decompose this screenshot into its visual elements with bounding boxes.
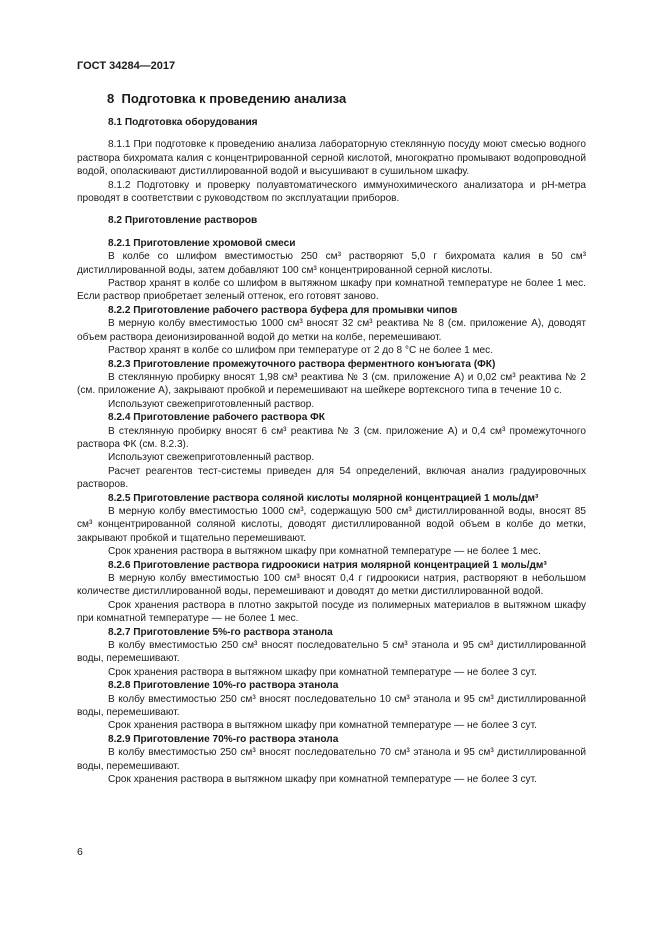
body-paragraph: В колбу вместимостью 250 см³ вносят последовательно 5 см³ этанола и 95 см³ дистиллированной воды, перемешивают. xyxy=(77,640,586,665)
body-paragraph: 8.1.2 Подготовку и проверку полуавтоматического иммунохимического анализатора и рН-метра проводят в соответствии с руководством по эксплуатации приборов. xyxy=(77,179,586,205)
subsection-heading: 8.2 Приготовление растворов xyxy=(108,215,258,227)
subsection-heading: 8.2.5 Приготовление раствора соляной кислоты молярной концентрацией 1 моль/дм³ xyxy=(108,492,539,504)
body-paragraph: В мерную колбу вместимостью 100 см³ вносят 0,4 г гидроокиси натрия, растворяют в небольшом количестве дистиллированной воды, перемешивают и доводят до метки дистиллированной водой. xyxy=(77,573,586,598)
subsection-heading: 8.2.7 Приготовление 5%-го раствора этанола xyxy=(108,626,333,638)
document-body xyxy=(77,116,586,787)
subsection-heading: 8.1 Подготовка оборудования xyxy=(108,117,258,128)
subsection-heading: 8.2.9 Приготовление 70%-го раствора этанола xyxy=(108,733,339,745)
body-paragraph: Используют свежеприготовленный раствор. xyxy=(108,452,315,464)
body-paragraph: Раствор хранят в колбе со шлифом в вытяжном шкафу при комнатной температуре не более 1 мес. Если раствор приобретает зеленый оттенок, его готовят заново. xyxy=(77,278,586,303)
section-number: 8 xyxy=(107,91,115,106)
body-paragraph: Срок хранения раствора в плотно закрытой посуде из полимерных материалов в вытяжном шкафу при комнатной температуре — не более 1 мес. xyxy=(77,599,586,625)
body-paragraph: В колбу вместимостью 250 см³ вносят последовательно 70 см³ этанола и 95 см³ дистиллированной воды, перемешивают. xyxy=(77,747,586,772)
section-heading xyxy=(107,91,346,106)
subsection-heading: 8.2.4 Приготовление рабочего раствора ФК xyxy=(108,412,325,424)
body-paragraph: Срок хранения раствора в вытяжном шкафу при комнатной температуре — не более 3 сут. xyxy=(108,666,537,678)
subsection-heading: 8.2.1 Приготовление хромовой смеси xyxy=(108,237,296,249)
body-paragraph: Раствор хранят в колбе со шлифом при температуре от 2 до 8 °С не более 1 мес. xyxy=(108,345,494,357)
body-paragraph: В мерную колбу вместимостью 1000 см³, содержащую 500 см³ дистиллированной воды, вносят 85 см³ концентрированной соляной кислоты, доводят дистиллированной водой объем в колбе до метки, закрывают пробкой и тщательно перемешивают. xyxy=(77,505,586,544)
page-number: 6 xyxy=(77,846,83,858)
section-title: Подготовка к проведению анализа xyxy=(121,91,347,106)
body-paragraph: Расчет реагентов тест-системы приведен для 54 определений, включая анализ градуировочных растворов. xyxy=(77,465,586,491)
body-paragraph: В стеклянную пробирку вносят 1,98 см³ реактива № 3 (см. приложение А) и 0,02 см³ реактива № 2 (см. приложение А), закрывают пробкой и перемешивают на шейкере вортексного типа в течение 10 с. xyxy=(77,371,586,397)
body-paragraph: В колбу вместимостью 250 см³ вносят последовательно 10 см³ этанола и 95 см³ дистиллированной воды, перемешивают. xyxy=(77,693,586,719)
subsection-heading: 8.2.6 Приготовление раствора гидроокиси натрия молярной концентрацией 1 моль/дм³ xyxy=(108,559,547,571)
body-paragraph: В колбе со шлифом вместимостью 250 см³ растворяют 5,0 г бихромата калия в 50 см³ дистиллированной воды, затем добавляют 100 см³ концентрированной серной кислоты. xyxy=(77,251,586,276)
body-paragraph: Используют свежеприготовленный раствор. xyxy=(108,398,315,410)
subsection-heading: 8.2.2 Приготовление рабочего раствора буфера для промывки чипов xyxy=(108,304,458,316)
body-paragraph: В мерную колбу вместимостью 1000 см³ вносят 32 см³ реактива № 8 (см. приложение А), доводят объем раствора деионизированной водой до метки на колбе, перемешивают. xyxy=(77,318,586,343)
body-paragraph: В стеклянную пробирку вносят 6 см³ реактива № 3 (см. приложение А) и 0,4 см³ промежуточного раствора ФК (см. 8.2.3). xyxy=(77,425,586,450)
body-paragraph: Срок хранения раствора в вытяжном шкафу при комнатной температуре — не более 1 мес. xyxy=(108,546,541,558)
body-paragraph: Срок хранения раствора в вытяжном шкафу при комнатной температуре — не более 3 сут. xyxy=(108,774,537,786)
subsection-heading: 8.2.8 Приготовление 10%-го раствора этанола xyxy=(108,680,339,692)
body-paragraph: 8.1.1 При подготовке к проведению анализа лабораторную стеклянную посуду моют смесью водного раствора бихромата калия с концентрированной серной кислотой, многократно промывают водопроводной водой, ополаскивают дистиллированной водой и высушивают в сушильном шкафу. xyxy=(77,139,586,178)
body-paragraph: Срок хранения раствора в вытяжном шкафу при комнатной температуре — не более 3 сут. xyxy=(108,720,537,732)
standard-header: ГОСТ 34284—2017 xyxy=(77,60,176,72)
subsection-heading: 8.2.3 Приготовление промежуточного раствора ферментного конъюгата (ФК) xyxy=(108,358,496,370)
